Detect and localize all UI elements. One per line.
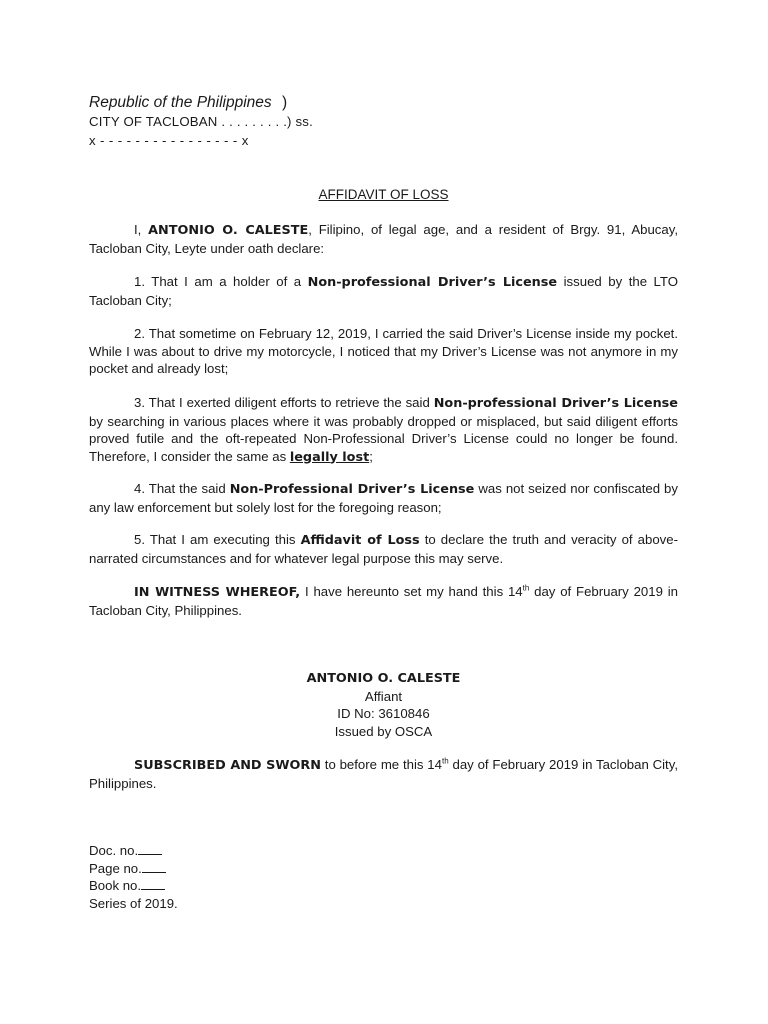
document-title: AFFIDAVIT OF LOSS [318, 187, 449, 202]
item-3-middle: by searching in various places where it was probably dropped or misplaced, but said diligent efforts proved futile and the oft-repeated Non-Professional Driver’s License could no longer be found. Therefore, I consider the same as [89, 413, 678, 464]
item-4-bold: Non-Professional Driver’s License [229, 482, 475, 497]
item-4-rest: was not seized nor confiscated by any law enforcement but solely lost for the foregoing reason; [89, 481, 678, 515]
item-1-rest: issued by the LTO Tacloban City; [89, 274, 678, 308]
intro-paragraph [89, 221, 678, 257]
witness-bold: IN WITNESS WHEREOF, [134, 585, 301, 600]
item-3 [89, 394, 678, 466]
item-1-prefix: 1. That I am a holder of a [134, 274, 308, 289]
item-5-rest: to declare the truth and veracity of above-narrated circumstances and for whatever legal purpose this may serve. [89, 532, 678, 566]
item-3-end: ; [369, 448, 373, 464]
signature-issued: Issued by OSCA [334, 723, 433, 739]
sworn-text-1: to before me this 14 [320, 757, 442, 772]
page-no-blank [142, 860, 166, 873]
witness-text-1: I have hereunto set my hand this 14 [300, 584, 523, 599]
book-no-label: Book no. [89, 878, 142, 893]
signature-name: ANTONIO O. CALESTE [306, 671, 461, 686]
witness-paragraph [89, 583, 678, 619]
header-separator: x - - - - - - - - - - - - - - - - x [89, 133, 249, 148]
book-no-blank [141, 877, 165, 890]
witness-text-2: day of February 2019 in Tacloban City, Philippines. [89, 584, 678, 618]
sworn-text-2: day of February 2019 in Tacloban City, Philippines. [89, 757, 678, 791]
page-no-label: Page no. [89, 860, 142, 876]
signature-block [89, 670, 678, 740]
item-3-bold: Non-professional Driver’s License [433, 396, 678, 411]
item-5-prefix: 5. That I am executing this [134, 532, 301, 547]
item-5 [89, 531, 678, 567]
item-5-bold: Affidavit of Loss [300, 533, 420, 548]
item-1-bold: Non-professional Driver’s License [307, 275, 558, 290]
republic-text: Republic of the Philippines [89, 94, 272, 111]
sworn-bold: SUBSCRIBED AND SWORN [134, 758, 321, 773]
item-4-prefix: 4. That the said [134, 481, 230, 496]
notarial-register [89, 842, 178, 912]
item-2: 2. That sometime on February 12, 2019, I carried the said Driver’s License inside my pocket. While I was about to drive my motorcycle, I noticed that my Driver’s License was not anymore in my pocket and already lost; [89, 326, 678, 376]
doc-no-line [89, 842, 178, 860]
item-1 [89, 273, 678, 309]
header-republic [89, 94, 287, 112]
witness-sup: th [522, 583, 530, 593]
signature-role: Affiant [364, 688, 403, 704]
sworn-sup: th [441, 756, 449, 766]
page-no-line [89, 860, 178, 878]
intro-prefix: I, [134, 222, 149, 237]
affiant-name-inline: ANTONIO O. CALESTE [148, 223, 309, 238]
series-line: Series of 2019. [89, 895, 178, 911]
sworn-paragraph [89, 756, 678, 792]
signature-id: ID No: 3610846 [337, 706, 430, 721]
doc-no-blank [138, 842, 162, 855]
document-page [89, 0, 678, 1024]
doc-no-label: Doc. no. [89, 843, 139, 858]
header-city: CITY OF TACLOBAN . . . . . . . . .) ss. [89, 114, 313, 129]
item-3-prefix: 3. That I exerted diligent efforts to retrieve the said [134, 395, 434, 410]
book-no-line [89, 877, 178, 895]
republic-paren: ) [281, 94, 288, 111]
intro-rest: , Filipino, of legal age, and a resident of Brgy. 91, Abucay, Tacloban City, Leyte under oath declare: [89, 222, 678, 256]
item-4 [89, 480, 678, 516]
item-3-legally-lost: legally lost [289, 449, 370, 465]
